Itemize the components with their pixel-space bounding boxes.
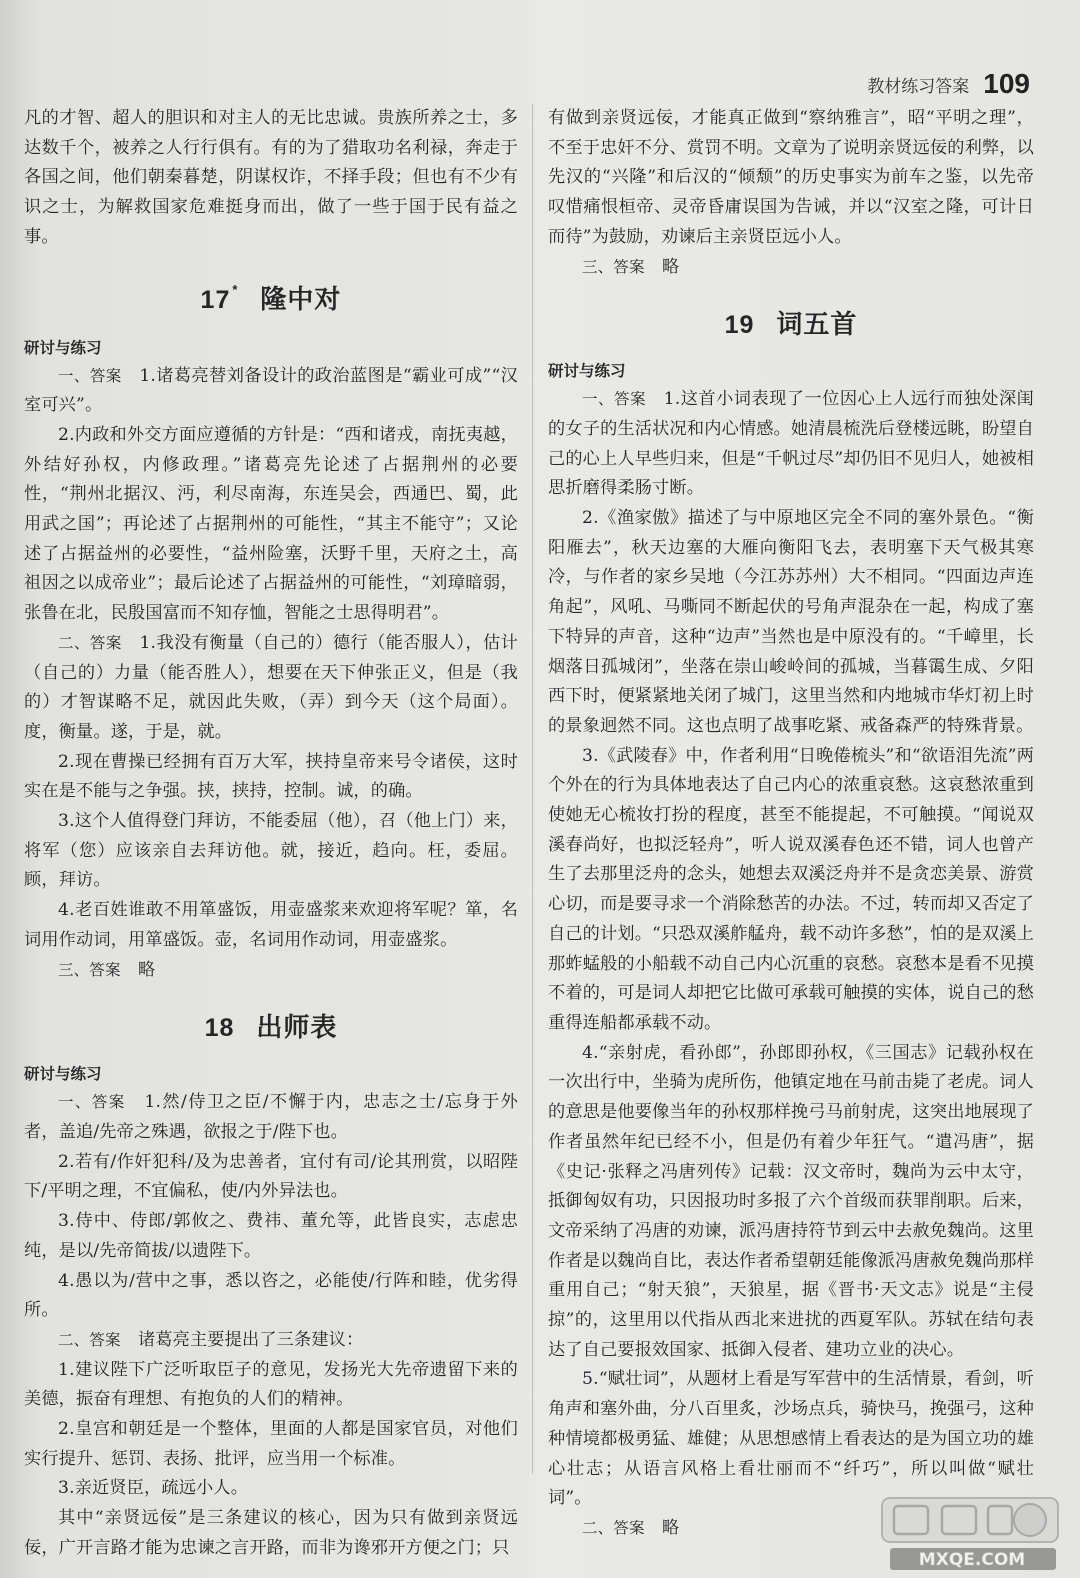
lesson-18-answer-1: 一、答案 1.然/侍卫之臣/不懈于内，忠志之士/忘身于外者，盖追/先帝之殊遇，欲报之于/陛下也。 — [24, 1092, 518, 1142]
lesson-17-section-heading: 研讨与练习 — [24, 338, 102, 357]
left-column — [24, 104, 518, 1564]
lesson-18-answer-10: 三、答案 略 — [582, 256, 680, 277]
lesson-18-heading — [24, 1007, 518, 1044]
lesson-17-answer-6: 4.老百姓谁敢不用箪盛饭，用壶盛浆来欢迎将军呢？箪，名词用作动词，用箪盛饭。壶，名词用作动词，用壶盛浆。 — [24, 900, 518, 950]
continued-paragraph: 有做到亲贤远佞，才能真正做到“察纳雅言”，昭“平明之理”，不至于忠奸不分、赏罚不明。文章为了说明亲贤远佞的利弊，以先汉的“兴隆”和后汉的“倾颓”的历史事实为前车之鉴，以先帝叹惜痛恨桓帝、灵帝昏庸误国为告诫，并以“汉室之隆，可计日而待”为鼓励，劝谏后主亲贤臣远小人。 — [548, 108, 1034, 247]
lesson-19-title: 词五首 — [776, 310, 858, 341]
intro-paragraph: 凡的才智、超人的胆识和对主人的无比忠诚。贵族所养之士，多达数千个，被养之人行行俱有。有的为了猎取功名利禄，奔走于各国之间，他们朝秦暮楚，阴谋权诈，不择手段；但也有不少有识之士，为解救国家危难挺身而出，做了一些于国于民有益之事。 — [24, 108, 518, 247]
watermark-url: MXQE.COM — [918, 1550, 1026, 1570]
lesson-17-heading — [24, 279, 518, 316]
lesson-18-answer-9: 其中“亲贤远佞”是三条建议的核心，因为只有做到亲贤远佞，广开言路才能为忠谏之言开路，而非为谗邪开方便之门；只 — [24, 1508, 518, 1558]
page-number: 109 — [983, 68, 1030, 99]
lesson-18-answer-3: 3.侍中、侍郎/郭攸之、费祎、董允等，此皆良实，志虑忠纯，是以/先帝简拔/以遗陛下。 — [24, 1211, 518, 1261]
lesson-18-title: 出师表 — [256, 1013, 338, 1044]
lesson-19-number: 19 — [724, 311, 755, 340]
column-divider — [532, 104, 533, 1474]
lesson-19-answer-3: 3.《武陵春》中，作者利用“日晚倦梳头”和“欲语泪先流”两个外在的行为具体地表达了自己内心的浓重哀愁。这哀愁浓重到使她无心梳妆打扮的程度，甚至不能提起，不可触摸。“闻说双溪春尚好，也拟泛轻舟”，听人说双溪春色还不错，词人也曾产生了去那里泛舟的念头，她想去双溪泛舟并不是贪恋美景、游赏心切，而是要寻求一个消除愁苦的办法。不过，转而却又否定了自己的计划。“只恐双溪舴艋舟，载不动许多愁”，怕的是双溪上那蚱蜢般的小船载不动自己内心沉重的哀愁。哀愁本是看不见摸不着的，可是词人却把它比做可承载可触摸的实体，说自己的愁重得连船都承载不动。 — [548, 745, 1034, 1033]
page-header — [867, 62, 1030, 106]
lesson-19-answer-2: 2.《渔家傲》描述了与中原地区完全不同的塞外景色。“衡阳雁去”，秋天边塞的大雁向衡阳飞去，表明塞下天气极其寒冷，与作者的家乡吴地（今江苏苏州）大不相同。“四面边声连角起”，风吼、马嘶同不断起伏的号角声混杂在一起，构成了塞下特异的声音，这种“边声”当然也是中原没有的。“千嶂里，长烟落日孤城闭”，坐落在崇山峻岭间的孤城，当暮霭生成、夕阳西下时，便紧紧地关闭了城门，这里当然和内地城市华灯初上时的景象迥然不同。这也点明了战事吃紧、戒备森严的特殊背景。 — [548, 508, 1034, 736]
watermark-logo — [880, 1494, 1060, 1572]
right-column — [548, 104, 1034, 1544]
lesson-19-answer-1: 一、答案 1.这首小词表现了一位因心上人远行而独处深闺的女子的生活状况和内心情感。她清晨梳洗后登楼远眺，盼望自己的心上人早些归来，但是“千帆过尽”却仍旧不见归人，她被相思折磨得柔肠寸断。 — [548, 389, 1034, 499]
lesson-18-answer-7: 2.皇宫和朝廷是一个整体，里面的人都是国家官员，对他们实行提升、惩罚、表扬、批评，应当用一个标准。 — [24, 1419, 518, 1469]
lesson-17-answer-3: 二、答案 1.我没有衡量（自己的）德行（能否服人），估计（自己的）力量（能否胜人），想要在天下伸张正义，但是（我的）才智谋略不足，就因此失败，（弄）到今天（这个局面）。度，衡量。遂，于是，就。 — [24, 632, 518, 742]
lesson-19-section-heading: 研讨与练习 — [548, 362, 626, 381]
lesson-19-heading — [548, 304, 1034, 341]
lesson-18-section-heading: 研讨与练习 — [24, 1065, 102, 1084]
lesson-18-answer-8: 3.亲近贤臣，疏远小人。 — [58, 1478, 249, 1499]
lesson-17-answer-4: 2.现在曹操已经拥有百万大军，挟持皇帝来号令诸侯，这时实在是不能与之争强。挟，挟持，控制。诚，的确。 — [24, 751, 518, 802]
lesson-17-answer-2: 2.内政和外交方面应遵循的方针是：“西和诸戎，南抚夷越，外结好孙权，内修政理。”诸葛亮先论述了占据荆州的必要性，“荆州北据汉、沔，利尽南海，东连吴会，西通巴、蜀，此用武之国”；再论述了占据荆州的可能性，“其主不能守”；又论述了占据益州的必要性，“益州险塞，沃野千里，天府之土，高祖因之以成帝业”；最后论述了占据益州的可能性，“刘璋暗弱，张鲁在北，民殷国富而不知存恤，智能之士思得明君”。 — [24, 424, 518, 624]
lesson-18-number: 18 — [204, 1014, 235, 1043]
lesson-18-answer-6: 1.建议陛下广泛听取臣子的意见，发扬光大先帝遗留下来的美德，振奋有理想、有抱负的人们的精神。 — [24, 1359, 518, 1410]
header-title: 教材练习答案 — [867, 76, 970, 97]
lesson-18-answer-5: 二、答案 诸葛亮主要提出了三条建议： — [58, 1329, 364, 1350]
lesson-17-answer-1: 一、答案 1.诸葛亮替刘备设计的政治蓝图是“霸业可成”“汉室可兴”。 — [24, 365, 518, 416]
lesson-19-answer-6: 二、答案 略 — [582, 1517, 680, 1538]
lesson-17-number: 17 * — [200, 282, 239, 314]
lesson-19-answer-4: 4.“亲射虎，看孙郎”，孙郎即孙权，《三国志》记载孙权在一次出行中，坐骑为虎所伤，他镇定地在马前击毙了老虎。词人的意思是他要像当年的孙权那样挽弓马前射虎，这突出地展现了作者虽然年纪已经不小，但是仍有着少年狂气。“遣冯唐”，据《史记·张释之冯唐列传》记载：汉文帝时，魏尚为云中太守，抵御匈奴有功，只因报功时多报了六个首级而获罪削职。后来，文帝采纳了冯唐的劝谏，派冯唐持符节到云中去赦免魏尚。这里作者是以魏尚自比，表达作者希望朝廷能像派冯唐赦免魏尚那样重用自己；“射天狼”，天狼星，据《晋书·天文志》说是“主侵掠”的，这里用以代指从西北来进扰的西夏军队。苏轼在结句表达了自己要报效国家、抵御入侵者、建功立业的决心。 — [548, 1042, 1034, 1360]
lesson-17-answer-7: 三、答案 略 — [58, 959, 156, 980]
lesson-19-answer-5: 5.“赋壮词”，从题材上看是写军营中的生活情景，看剑，听角声和塞外曲，分八百里炙，沙场点兵，骑快马，挽强弓，这种种情境都极勇猛、雄健；从思想感情上看表达的是为国立功的雄心壮志；从语言风格上看壮丽而不“纤巧”，所以叫做“赋壮词”。 — [548, 1369, 1034, 1509]
lesson-17-answer-5: 3.这个人值得登门拜访，不能委屈（他），召（他上门）来，将军（您）应该亲自去拜访他。就，接近，趋向。枉，委屈。顾，拜访。 — [24, 811, 518, 891]
lesson-18-answer-4: 4.愚以为/营中之事，悉以咨之，必能使/行阵和睦，优劣得所。 — [24, 1270, 518, 1321]
lesson-17-title: 隆中对 — [260, 284, 342, 315]
lesson-18-answer-2: 2.若有/作奸犯科/及为忠善者，宜付有司/论其刑赏，以昭陛下/平明之理，不宜偏私，使/内外异法也。 — [24, 1151, 518, 1202]
